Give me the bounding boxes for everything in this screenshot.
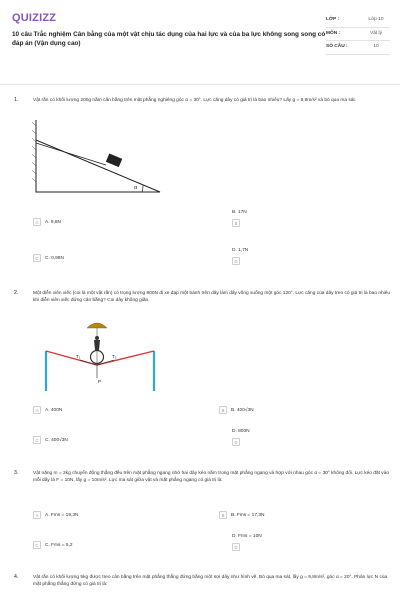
option-letter-box: A (33, 218, 41, 226)
option-b[interactable] (219, 511, 264, 519)
performer-body (94, 340, 100, 350)
p-label: P (98, 379, 102, 384)
option-letter-box: D (232, 438, 240, 446)
meta-count-row (326, 41, 390, 55)
option-d[interactable] (232, 429, 250, 446)
option-letter-box: A (33, 511, 41, 519)
block (106, 153, 122, 167)
option-text: C. 400√3N (45, 437, 68, 443)
option-text: A. Fms = 19,3N (45, 512, 79, 518)
option-a[interactable] (33, 218, 61, 226)
option-text: D. Fms = 10N (232, 534, 262, 539)
header-divider (0, 84, 400, 85)
option-letter-box: D (232, 257, 240, 265)
question-number: 3. (14, 470, 19, 476)
meta-subject-label: MÔN : (326, 30, 341, 36)
meta-panel (326, 14, 390, 55)
option-c[interactable] (33, 541, 73, 549)
option-text: B. 17N (232, 210, 247, 215)
question-number: 1. (14, 97, 19, 103)
option-text: B. 400√3N (231, 407, 254, 413)
question-text: Vật rắn có khối lượng 5kg được treo cân bằng trên mặt phẳng thẳng đứng bằng một sợi dây như hình vẽ. Bỏ qua ma sát, lấy g = 9,8m/s², góc α = 20°. Phản lực N của mặt phẳng thẳng đứng có giá trị là: (33, 575, 388, 588)
option-text: D. 800N (232, 429, 250, 434)
meta-class-label: LỚP : (326, 17, 340, 22)
angle-label: α (134, 185, 138, 191)
option-b[interactable] (219, 406, 254, 414)
option-c[interactable] (33, 254, 64, 262)
meta-subject-row (326, 28, 390, 42)
question-number: 2. (14, 290, 19, 296)
meta-count-label: SỐ CÂU : (326, 44, 348, 50)
option-d[interactable] (232, 534, 262, 551)
option-letter-box: C (33, 541, 41, 549)
option-c[interactable] (33, 436, 68, 444)
question-number: 4. (14, 574, 19, 580)
option-a[interactable] (33, 406, 62, 414)
option-letter-box: B (219, 511, 227, 519)
option-text: C. Fms = 5,2 (45, 542, 73, 548)
question-text: Vật nặng m = 2kg chuyển động thẳng đều trên mặt phẳng ngang nhờ hai dây kéo nằm trong mặt phẳng ngang và hợp với nhau góc α = 30° không đổi. Lực kéo đặt vào mỗi dây là F = 10N, lấy g = 10m/s². Lực ma sát giữa vật và mặt phẳng ngang có giá trị là: (33, 471, 390, 484)
option-letter-box: A (33, 406, 41, 414)
meta-class-row (326, 14, 390, 28)
option-d[interactable] (232, 248, 248, 265)
t2-label: T₂ (112, 354, 117, 359)
quizizz-logo: QUIZIZZ (12, 12, 57, 24)
inclined-plane-figure (30, 118, 165, 196)
meta-class-value: Lớp 10 (368, 17, 384, 22)
question-text: Vật rắn có khối lượng 200g nằm cân bằng trên mặt phẳng nghiêng góc α = 30°. Lực căng dây có giá trị là bao nhiêu? Lấy g = 9,8m/s² và bỏ qua ma sát. (33, 98, 357, 103)
meta-subject-value: Vật lý (370, 30, 382, 36)
incline-surface (36, 140, 160, 192)
document-title: 10 câu Trắc nghiệm Cân bằng của một vật chịu tác dụng của hai lực và của ba lực không song song có đáp án (Vận dụng cao) (12, 31, 326, 48)
performer-head (95, 336, 99, 340)
meta-count-value: 10 (373, 44, 379, 50)
option-letter-box: B (219, 406, 227, 414)
t1-label: T₁ (76, 354, 81, 359)
option-letter-box: C (33, 254, 41, 262)
question-text: Một diễn viên xiếc (coi là một vật rắn) có trọng lượng 800N đi xe đạp một bánh trên dây làm dây võng xuống một góc 120°. Lực căng của dây treo có giá trị là bao nhiêu khi diễn viên xiếc đứng cân bằng? Coi dây không giãn. (33, 291, 391, 304)
option-text: D. 1,7N (232, 248, 249, 253)
option-letter-box: B (232, 219, 240, 227)
option-text: B. Fms = 17,3N (231, 512, 265, 518)
option-text: C. 0,98N (45, 255, 64, 261)
option-a[interactable] (33, 511, 78, 519)
option-b[interactable] (232, 210, 247, 227)
wall-hatching (32, 122, 36, 182)
umbrella-icon (87, 323, 107, 328)
option-text: A. 400N (45, 407, 63, 413)
option-letter-box: C (33, 436, 41, 444)
tightrope-figure (40, 315, 160, 393)
option-letter-box: D (232, 543, 240, 551)
option-text: A. 9,8N (45, 219, 61, 225)
